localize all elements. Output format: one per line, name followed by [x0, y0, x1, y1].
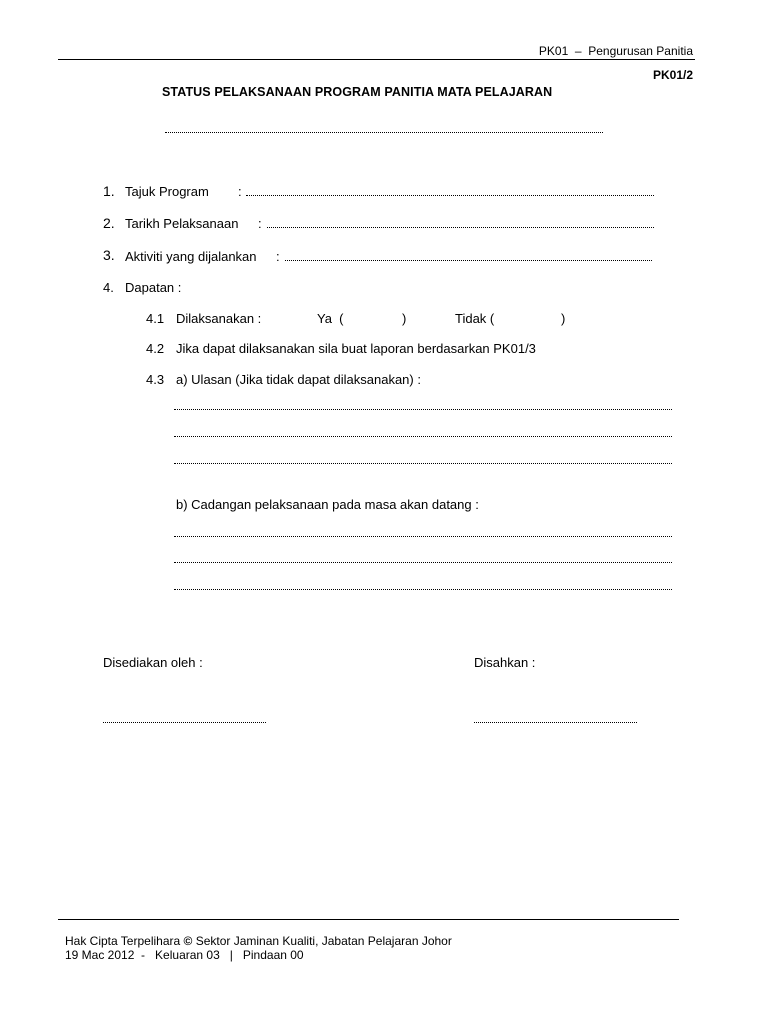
- tidak-option-close: ): [561, 311, 566, 326]
- sub-number-4-2: 4.2: [146, 341, 165, 356]
- item-number-3: 3.: [103, 247, 115, 263]
- document-reference: PK01 – Pengurusan Panitia: [538, 44, 693, 58]
- laporan-instruction: Jika dapat dilaksanakan sila buat laporan berdasarkan PK01/3: [176, 341, 536, 356]
- form-code: PK01/2: [652, 68, 693, 82]
- tarikh-pelaksanaan-field[interactable]: [267, 227, 654, 228]
- item-label-tarikh-pelaksanaan: Tarikh Pelaksanaan: [125, 216, 239, 231]
- ya-option[interactable]: Ya (: [317, 311, 344, 326]
- sub-number-4-1: 4.1: [146, 311, 165, 326]
- title-fill-line[interactable]: [165, 132, 603, 133]
- item-number-2: 2.: [103, 215, 115, 231]
- disahkan-label: Disahkan :: [474, 655, 536, 670]
- item-separator-3: :: [276, 249, 280, 264]
- footer-divider: [58, 919, 679, 920]
- header-divider: [58, 59, 695, 60]
- disediakan-label: Disediakan oleh :: [103, 655, 203, 670]
- ulasan-line-2[interactable]: [174, 436, 672, 437]
- footer-copyright-suffix: Sektor Jaminan Kualiti, Jabatan Pelajaran Johor: [192, 934, 452, 948]
- aktiviti-field[interactable]: [285, 260, 652, 261]
- item-label-tajuk-program: Tajuk Program: [125, 184, 209, 199]
- copyright-symbol: ©: [183, 934, 193, 948]
- cadangan-label: b) Cadangan pelaksanaan pada masa akan datang :: [176, 497, 479, 512]
- tajuk-program-field[interactable]: [246, 195, 654, 196]
- item-separator-2: :: [258, 216, 262, 231]
- ulasan-line-1[interactable]: [174, 409, 672, 410]
- sub-number-4-3: 4.3: [146, 372, 165, 387]
- item-label-dapatan: Dapatan :: [125, 280, 182, 295]
- item-number-4: 4.: [103, 280, 114, 295]
- ya-option-close: ): [402, 311, 407, 326]
- footer-revision: 19 Mac 2012 - Keluaran 03 | Pindaan 00: [65, 948, 304, 962]
- footer-copyright: [65, 934, 452, 948]
- item-number-1: 1.: [103, 183, 115, 199]
- footer-copyright-prefix: Hak Cipta Terpelihara: [65, 934, 184, 948]
- tidak-option[interactable]: Tidak (: [455, 311, 495, 326]
- ulasan-label: a) Ulasan (Jika tidak dapat dilaksanakan) :: [176, 372, 421, 387]
- item-separator-1: :: [238, 184, 242, 199]
- dilaksanakan-label: Dilaksanakan :: [176, 311, 262, 326]
- disahkan-signature-line[interactable]: [474, 722, 637, 723]
- disediakan-signature-line[interactable]: [103, 722, 266, 723]
- ulasan-line-3[interactable]: [174, 463, 672, 464]
- cadangan-line-2[interactable]: [174, 562, 672, 563]
- item-label-aktiviti: Aktiviti yang dijalankan: [125, 249, 257, 264]
- page-title: STATUS PELAKSANAAN PROGRAM PANITIA MATA PELAJARAN: [162, 85, 553, 99]
- cadangan-line-3[interactable]: [174, 589, 672, 590]
- cadangan-line-1[interactable]: [174, 536, 672, 537]
